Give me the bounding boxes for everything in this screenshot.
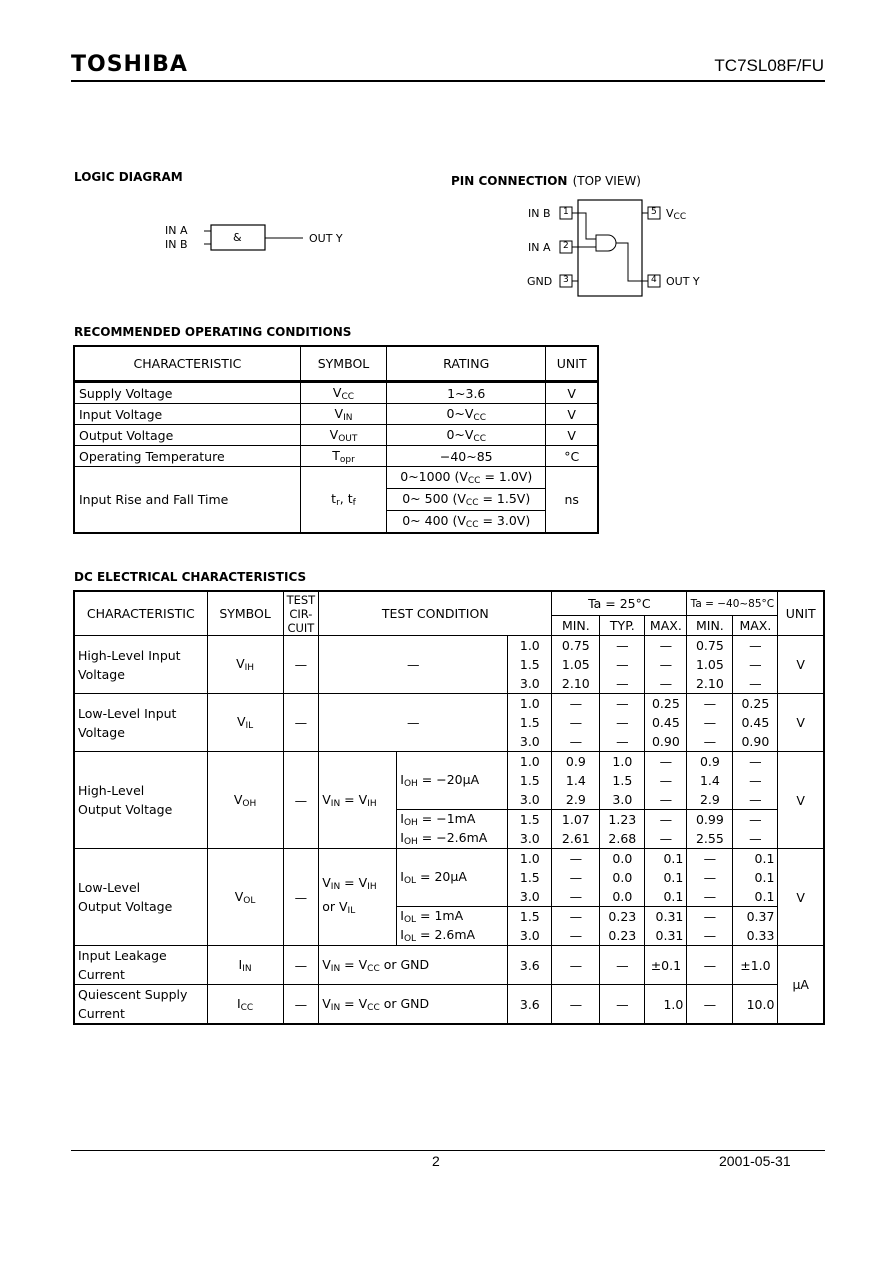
- table-row: $I_{OH} = -1mA$ 1.5 1.07 1.23 — 0.99 —: [74, 810, 824, 830]
- pin-3-label: GND: [527, 275, 553, 288]
- gate-symbol: &: [233, 231, 242, 244]
- header-rule: [71, 80, 825, 82]
- roc-h-char: CHARACTERISTIC: [74, 346, 300, 382]
- dc-header-row: CHARACTERISTIC SYMBOL TEST CIR- CUIT TEST CONDITION Ta = 25°C Ta = −40~85°C UNIT: [74, 591, 824, 616]
- dc-table: [73, 590, 825, 1025]
- brand-logo: TOSHIBA: [71, 52, 188, 77]
- table-row: 0~ 500 $(V_{CC} = 1.5V)$: [74, 489, 598, 511]
- table-row: 3.0 2.10 — — 2.10 —: [74, 674, 824, 694]
- table-row: High-Level Output Voltage $V_{OH}$ — $V_{IN} = V_{IH}$ $I_{OH} = -20\mu A$ 1.0 0.9 1.0 — 0.9 — V: [74, 752, 824, 772]
- table-row: 1.5 — — 0.45 — 0.45: [74, 713, 824, 732]
- dc-title: DC ELECTRICAL CHARACTERISTICS: [74, 570, 307, 584]
- table-row: Input Leakage Current $I_{IN}$ — $V_{IN} = V_{CC}$ or GND 3.6 — — ±0.1 — ±1.0 μA: [74, 946, 824, 985]
- table-row: Quiescent Supply Current $I_{CC}$ — $V_{IN} = V_{CC}$ or GND 3.6 — — 1.0 — 10.0: [74, 985, 824, 1025]
- roc-h-rating: RATING: [387, 346, 546, 382]
- pin-2-num: 2: [563, 241, 569, 251]
- roc-h-sym: SYMBOL: [300, 346, 386, 382]
- table-row: 3.0 — — 0.90 — 0.90: [74, 732, 824, 752]
- table-row: Input Rise and Fall Time $t_r$, $t_f$ 0~1000 $(V_{CC} = 1.0V)$ ns: [74, 467, 598, 489]
- table-row: Input Voltage $V_{IN}$ $0\sim V_{CC}$ V: [74, 404, 598, 425]
- roc-title: RECOMMENDED OPERATING CONDITIONS: [74, 325, 352, 339]
- footer-date: 2001-05-31: [719, 1153, 791, 1169]
- table-row: Supply Voltage $V_{CC}$ 1~3.6 V: [74, 382, 598, 404]
- table-row: Low-Level Output Voltage $V_{OL}$ — $V_{IN} = V_{IH}$ or $V_{IL}$ $I_{OL} = 20\mu A$ 1.0 — 0.0 0.1 — 0.1 V: [74, 849, 824, 869]
- table-row: Operating Temperature $T_{opr}$ −40~85 °C: [74, 446, 598, 467]
- table-row: $I_{OL} = 2.6mA$ 3.0 — 0.23 0.31 — 0.33: [74, 926, 824, 946]
- roc-h-unit: UNIT: [546, 346, 598, 382]
- table-row: $I_{OH} = -2.6mA$ 3.0 2.61 2.68 — 2.55 —: [74, 829, 824, 849]
- logic-diagram-title: LOGIC DIAGRAM: [74, 170, 183, 184]
- pin-diagram: [520, 195, 720, 305]
- pin-5-num: 5: [651, 207, 657, 217]
- table-row: 3.0 2.9 3.0 — 2.9 —: [74, 790, 824, 810]
- table-row: 0~ 400 $(V_{CC} = 3.0V)$: [74, 511, 598, 534]
- logic-in-b: IN B: [165, 238, 188, 251]
- pin-2-label: IN A: [528, 241, 551, 254]
- table-row: 1.5 1.05 — — 1.05 —: [74, 655, 824, 674]
- table-row: 3.0 — 0.0 0.1 — 0.1: [74, 887, 824, 907]
- pin-3-num: 3: [563, 275, 569, 285]
- pin-5-label: $V_{CC}$: [666, 207, 687, 222]
- table-row: High-Level Input Voltage $V_{IH}$ — — 1.0 0.75 — — 0.75 — V: [74, 636, 824, 656]
- pin-1-num: 1: [563, 207, 569, 217]
- footer-rule: [71, 1150, 825, 1151]
- pin-connection-title: PIN CONNECTION (TOP VIEW): [451, 174, 641, 188]
- table-row: 1.5 — 0.0 0.1 — 0.1: [74, 868, 824, 887]
- logic-in-a: IN A: [165, 224, 188, 237]
- roc-header-row: [74, 346, 598, 382]
- roc-table: [73, 345, 599, 534]
- dc-subheader-row: MIN. TYP. MAX. MIN. MAX.: [74, 616, 824, 636]
- pin-4-label: OUT Y: [666, 275, 700, 288]
- part-number: TC7SL08F/FU: [714, 56, 824, 75]
- logic-diagram: [160, 215, 360, 260]
- table-row: $I_{OL} = 1mA$ 1.5 — 0.23 0.31 — 0.37: [74, 907, 824, 927]
- pin-1-label: IN B: [528, 207, 551, 220]
- page-number: 2: [432, 1153, 440, 1169]
- pin-4-num: 4: [651, 275, 657, 285]
- table-row: Output Voltage $V_{OUT}$ $0\sim V_{CC}$ V: [74, 425, 598, 446]
- logic-out-y: OUT Y: [309, 232, 343, 245]
- table-row: Low-Level Input Voltage $V_{IL}$ — — 1.0 — — 0.25 — 0.25 V: [74, 694, 824, 714]
- table-row: 1.5 1.4 1.5 — 1.4 —: [74, 771, 824, 790]
